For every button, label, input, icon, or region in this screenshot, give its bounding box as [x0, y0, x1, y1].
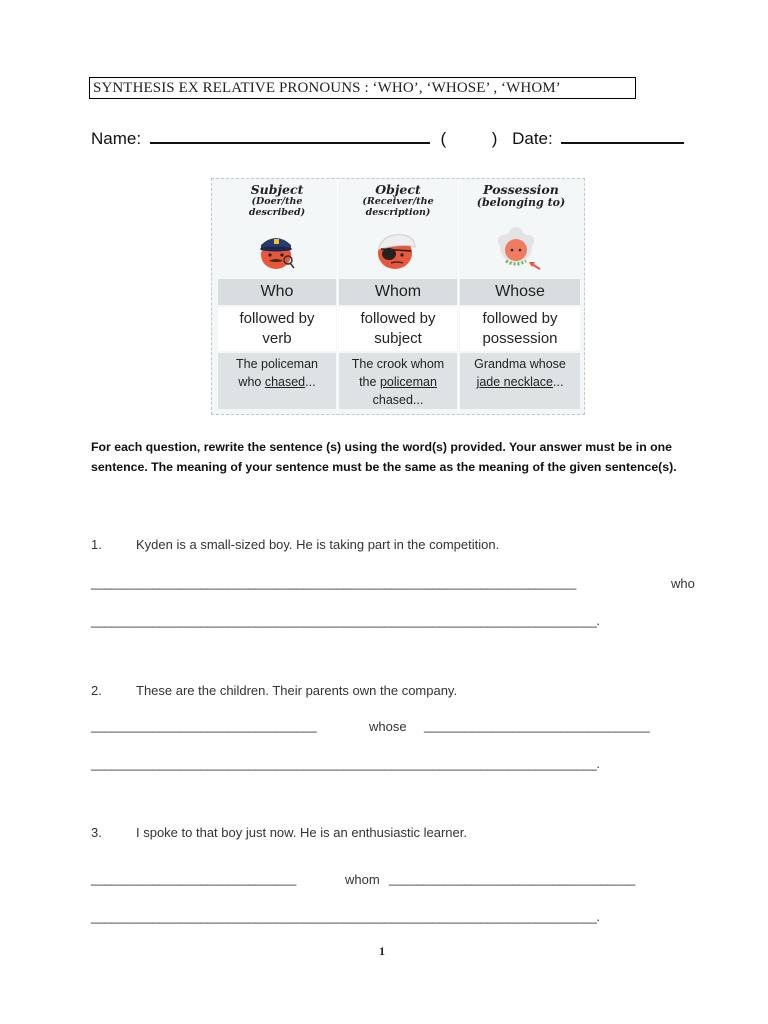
example-line: The crook whom [351, 357, 445, 371]
example-line [339, 373, 457, 391]
pronoun-whose: Whose [460, 279, 580, 305]
given-word: whom [345, 872, 380, 887]
policeman-icon [257, 227, 297, 271]
answer-line[interactable]: _________________________________ [424, 718, 650, 733]
crook-icon [375, 227, 419, 271]
example-underlined: jade necklace [476, 375, 554, 389]
relative-pronoun-chart [211, 178, 585, 415]
answer-line[interactable]: __________________________________________________________________________. [91, 613, 600, 628]
chart-heading-text: Subject [250, 182, 304, 197]
date-blank[interactable] [561, 127, 684, 144]
question-text: Kyden is a small-sized boy. He is taking part in the competition. [136, 537, 500, 552]
grandma-icon [496, 225, 562, 275]
example-line [460, 373, 580, 391]
question-number: 1. [91, 537, 102, 552]
answer-line[interactable]: ____________________________________ [389, 871, 635, 886]
example-whose [460, 353, 580, 409]
pronoun-who: Who [218, 279, 336, 305]
answer-line[interactable]: _________________________________ [91, 718, 317, 733]
answer-line[interactable]: __________________________________________________________________________. [91, 756, 600, 771]
example-line: Grandma whose [474, 357, 566, 371]
given-word: whose [369, 719, 407, 734]
class-number-open: ( [440, 129, 447, 148]
example-text: ... [553, 375, 564, 389]
example-underlined: chased [264, 375, 306, 389]
example-who [218, 353, 336, 409]
example-whom [339, 353, 457, 409]
question-text: I spoke to that boy just now. He is an enthusiastic learner. [136, 825, 467, 840]
followed-by-verb: followed by verb [218, 307, 336, 351]
chart-heading-text: Object [375, 182, 421, 197]
chart-heading-possession [459, 183, 583, 210]
date-label: Date: [512, 129, 553, 148]
example-line: chased... [372, 393, 424, 407]
answer-line[interactable]: ______________________________ [91, 871, 296, 886]
question-text: These are the children. Their parents own the company. [136, 683, 458, 698]
name-blank[interactable] [150, 127, 430, 144]
example-underlined: policeman [379, 375, 437, 389]
worksheet-title: SYNTHESIS EX RELATIVE PRONOUNS : ‘WHO’, ‘WHOSE’ , ‘WHOM’ [89, 77, 636, 99]
example-line: The policeman [236, 357, 318, 371]
chart-subheading: (belonging to) [476, 196, 566, 209]
class-number-close: ) [491, 129, 498, 148]
answer-line[interactable]: _______________________________________________________________________ [91, 575, 576, 590]
example-text: ... [305, 375, 316, 389]
name-label: Name: [91, 129, 142, 148]
pronoun-whom: Whom [339, 279, 457, 305]
answer-line[interactable]: __________________________________________________________________________. [91, 909, 600, 924]
question-number: 2. [91, 683, 102, 698]
chart-heading-object [338, 183, 458, 218]
chart-heading-subject [218, 183, 336, 218]
chart-subheading: (Doer/the described) [248, 196, 306, 218]
question-number: 3. [91, 825, 102, 840]
chart-subheading: (Receiver/the description) [362, 196, 434, 218]
example-line [218, 373, 336, 391]
example-text: who [238, 375, 265, 389]
name-date-row [91, 127, 684, 149]
followed-by-possession: followed by possession [460, 307, 580, 351]
instructions: For each question, rewrite the sentence (s) using the word(s) provided. Your answer must be in one sentence. The meaning of your sentence must be the same as the meaning of the given sentence(s). [91, 440, 677, 474]
given-word: who [671, 576, 695, 591]
page-number: 1 [379, 944, 385, 958]
chart-heading-text: Possession [483, 182, 559, 197]
example-text: the [359, 375, 380, 389]
followed-by-subject: followed by subject [339, 307, 457, 351]
